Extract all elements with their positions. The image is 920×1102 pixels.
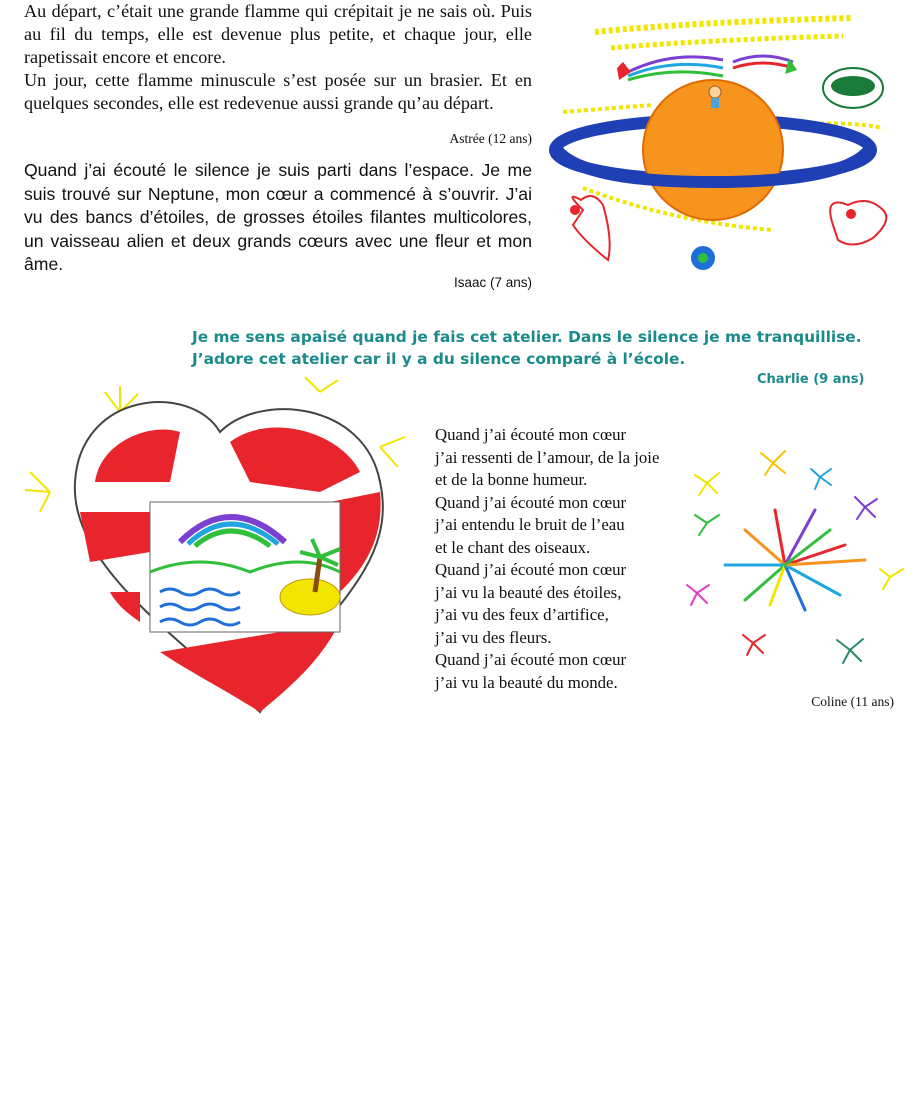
poem-line: Quand j’ai écouté mon cœur [435, 650, 627, 669]
poem-line: et de la bonne humeur. [435, 470, 588, 489]
astree-signature: Astrée (12 ans) [449, 131, 532, 146]
poem-line: et le chant des oiseaux. [435, 537, 591, 557]
poem-line: Quand j’ai écouté mon cœur [435, 560, 627, 579]
charlie-quote-line-1: Je me sens apaisé quand je fais cet atelier. Dans le silence je me tranquillise. [192, 328, 862, 346]
poem-line: j’ai vu la beauté du monde. [435, 672, 618, 692]
poem-line: j’ai vu des feux d’artifice, [435, 605, 609, 624]
isaac-text: Quand j’ai écouté le silence je suis parti dans l’espace. Je me suis trouvé sur Neptune, mon cœur a commencé à s’ouvrir. J’ai vu des bancs d’étoiles, de grosses étoiles filantes multicolores, un vaisseau alien et deux grands cœurs avec une fleur et mon âme. [24, 160, 532, 275]
coline-signature: Coline (11 ans) [811, 694, 894, 709]
heart-drawing [20, 372, 420, 717]
poem-line: j’ai entendu le bruit de l’eau [435, 515, 625, 534]
astree-text [24, 0, 532, 115]
astree-paragraph-2: Un jour, cette flamme minuscule s’est posée sur un brasier. Et en quelques secondes, elle est redevenue aussi grande qu’au départ. [24, 70, 532, 113]
charlie-quote-line-2: J’adore cet atelier car il y a du silence comparé à l’école. [192, 350, 686, 368]
poem-line: j’ai ressenti de l’amour, de la joie [435, 447, 660, 467]
poem-line: Quand j’ai écouté mon cœur [435, 425, 627, 444]
isaac-signature: Isaac (7 ans) [453, 275, 532, 290]
fireworks-drawing [685, 445, 910, 670]
poem-line: j’ai vu des fleurs. [435, 627, 552, 647]
astree-paragraph-1: Au départ, c’était une grande flamme qui crépitait je ne sais où. Puis au fil du temps, elle est devenue plus petite, et chaque jour, elle rapetissait encore et encore. [24, 1, 532, 67]
coline-poem [435, 424, 705, 694]
poem-line: Quand j’ai écouté mon cœur [435, 492, 627, 512]
space-drawing [553, 0, 913, 275]
poem-line: j’ai vu la beauté des étoiles, [435, 582, 622, 602]
charlie-signature: Charlie (9 ans) [757, 372, 865, 387]
